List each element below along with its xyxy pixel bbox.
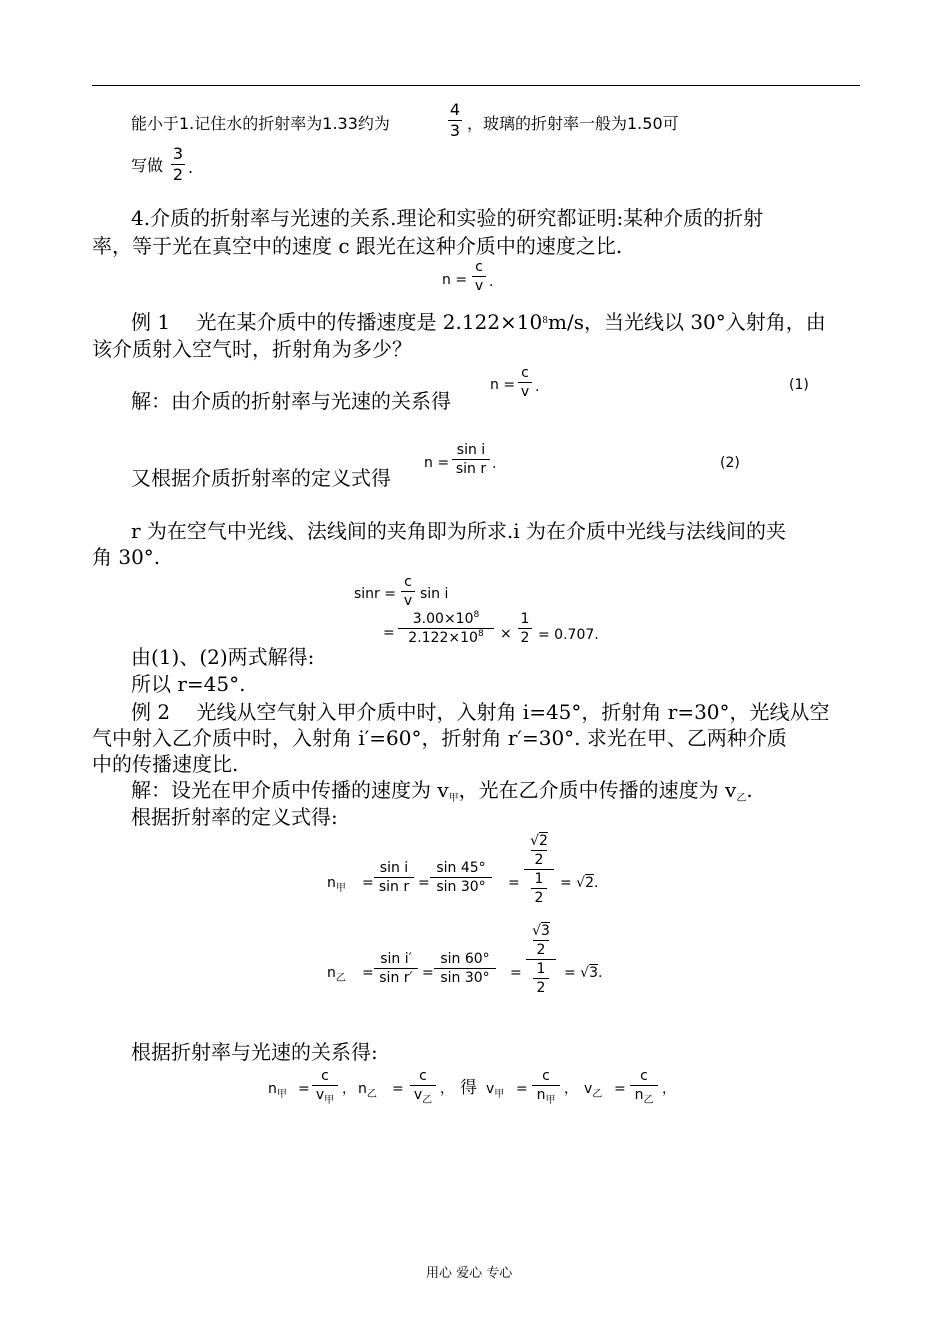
ex1-line2: 该介质射入空气时，折射角为多少？: [92, 337, 412, 361]
so-r: 所以 r=45°.: [131, 672, 246, 696]
frac-num: c: [640, 1068, 648, 1084]
last-eq-v-jia: [486, 1081, 505, 1100]
eq-sign: =: [614, 1081, 626, 1097]
sol-ex2-c: .: [746, 778, 753, 802]
frac-den: 2: [534, 852, 544, 868]
comma: ，: [662, 1081, 676, 1097]
para-r-line1: r 为在空气中光线、法线间的夹角即为所求.i 为在介质中光线与法线间的夹: [131, 519, 787, 543]
ex2-line3: 中的传播速度比.: [92, 752, 239, 776]
frac-den: [312, 1087, 338, 1106]
sub-yi: 乙: [736, 793, 747, 804]
sol1-text: 解：由介质的折射率与光速的关系得: [131, 389, 451, 413]
eq-sign: =: [508, 875, 520, 891]
frac-num: sin i′: [380, 951, 412, 967]
frac-den: sin r: [378, 879, 410, 895]
num-times: ×: [443, 611, 456, 627]
comma: ，: [564, 1081, 578, 1097]
frac-num: 1: [534, 871, 544, 887]
den-a: 2.122: [408, 630, 449, 646]
frac-num: 3: [172, 144, 184, 163]
sub-jia: 甲: [335, 883, 346, 894]
sub-yi: 乙: [592, 1089, 603, 1100]
compound-fraction-jia: [524, 834, 554, 905]
frac-num: c: [475, 259, 483, 275]
n-sym: n: [327, 965, 336, 981]
header-rule: [92, 85, 860, 86]
eq-sign: =: [516, 1081, 528, 1097]
eq-sign: =: [298, 1081, 310, 1097]
frac-den: [630, 1087, 658, 1106]
eq-sign: =: [362, 965, 374, 981]
eq-sign: =: [510, 965, 522, 981]
sinr-eq2: =: [383, 625, 395, 641]
comma: ，: [440, 1081, 454, 1097]
frac-num: 4: [449, 100, 461, 119]
fraction-c-njia: [532, 1068, 560, 1106]
n-sym: n: [536, 1087, 546, 1103]
frac-num: sin i: [379, 860, 409, 876]
ex1-line1-a: 例 1 光在某介质中的传播速度是 2.122×10: [131, 310, 543, 334]
frac-den: [410, 1087, 436, 1106]
frac-den: sin 30°: [436, 879, 486, 895]
n-sym: n: [634, 1087, 644, 1103]
num-exp: 8: [473, 610, 480, 620]
frac-num: c: [321, 1068, 329, 1084]
frac-den: 2: [534, 890, 544, 906]
frac-num: sin i: [456, 442, 486, 458]
frac-num: [398, 612, 494, 626]
sqrt2-over-2: √2: [530, 833, 548, 849]
para-r-line2: 角 30°.: [92, 545, 161, 569]
radicand: 2: [539, 833, 548, 849]
n-jia: [327, 875, 346, 894]
v-sym: v: [315, 1087, 325, 1103]
radicand: 3: [589, 965, 599, 981]
frac-den: [398, 631, 494, 645]
sub-jia: 甲: [494, 1089, 505, 1100]
frac-den: v: [520, 384, 530, 400]
fraction-c-v-2: [401, 575, 415, 608]
page-footer: 用心 爱心 专心: [426, 1266, 513, 1281]
ex1-exp: 8: [542, 316, 548, 326]
compound-fraction-yi: [526, 924, 556, 995]
fraction-sin45-sin30: [430, 861, 492, 894]
fraction-c-nyi: [630, 1068, 658, 1106]
n-sym: n: [268, 1081, 277, 1097]
sub-jia: 甲: [448, 793, 459, 804]
sol2-lhs: n =: [424, 455, 450, 471]
last-eq-n-yi: [358, 1081, 377, 1100]
last-eq-v-yi: [584, 1081, 603, 1100]
eq-sign: =: [418, 875, 430, 891]
frac-den: 2: [536, 980, 546, 996]
fraction-sini-sinr: [452, 443, 490, 476]
sol2-text: 又根据介质折射率的定义式得: [131, 466, 391, 490]
frac-den: sin r′: [379, 970, 413, 986]
fraction-1-2: [518, 612, 532, 645]
result-yi: = √3.: [564, 965, 603, 981]
sub-yi: 乙: [335, 973, 346, 984]
v-sym: v: [413, 1087, 423, 1103]
ex1-line1-b: m/s，当光线以 30°入射角，由: [548, 310, 826, 334]
sub-yi: 乙: [643, 1095, 654, 1106]
frac-den: [532, 1087, 560, 1106]
sqrt3-over-2: √3: [532, 923, 550, 939]
line1-pre: 能小于1.记住水的折射率为1.33约为: [131, 114, 390, 133]
ex1-line1: [131, 312, 826, 332]
sol-ex2-a: 解：设光在甲介质中传播的速度为 v: [131, 778, 449, 802]
fraction-c-vyi: [410, 1068, 436, 1106]
sol1-lhs: n =: [490, 377, 516, 393]
fraction-c-v: [472, 260, 486, 293]
den-ten: 10: [460, 630, 478, 646]
sinr-lhs: sinr =: [354, 586, 396, 602]
line1-post: ，玻璃的折射率一般为1.50可: [467, 114, 679, 133]
num-a: 3.00: [412, 611, 444, 627]
sol-ex2: [131, 778, 753, 804]
sol2-post: .: [492, 456, 497, 472]
eq-sign: =: [362, 875, 374, 891]
by-rel: 根据折射率与光速的关系得:: [131, 1040, 378, 1064]
n-yi: [327, 965, 346, 984]
frac-den: 2: [520, 630, 530, 646]
frac-den: 2: [536, 942, 546, 958]
sinr-result: = 0.707.: [538, 627, 599, 643]
den-times: ×: [448, 630, 461, 646]
result-jia: = √2.: [560, 875, 599, 891]
sol-ex2-b: ，光在乙介质中传播的速度为 v: [458, 778, 737, 802]
eq-tag-1: (1): [789, 377, 809, 393]
fraction-3-2: [171, 146, 185, 183]
eq-sign: =: [564, 965, 576, 981]
comma: ，: [342, 1081, 356, 1097]
frac-num: sin 45°: [436, 860, 486, 876]
frac-num: c: [419, 1068, 427, 1084]
v-sym: v: [584, 1081, 593, 1097]
fraction-sini-sinr-yi: [374, 952, 418, 985]
eq-n-cv-post: .: [489, 274, 494, 290]
frac-den: 3: [449, 121, 461, 140]
fraction-4-3: [448, 102, 462, 139]
frac-num: 1: [536, 961, 546, 977]
frac-den: 2: [172, 165, 184, 184]
sub-jia: 甲: [545, 1095, 556, 1106]
frac-den: v: [403, 593, 413, 609]
last-eq-n-jia: [268, 1081, 287, 1100]
sub-yi: 乙: [422, 1095, 433, 1106]
de-char: 得: [460, 1078, 477, 1098]
den-exp: 8: [477, 629, 484, 639]
fraction-sin60-sin30: [434, 952, 496, 985]
eq-sign: =: [392, 1081, 404, 1097]
radicand: 2: [585, 875, 595, 891]
frac-num: c: [542, 1068, 550, 1084]
line2-post: .: [188, 158, 194, 177]
para4-line1: 4.介质的折射率与光速的关系.理论和实验的研究都证明:某种介质的折射: [131, 206, 764, 230]
fraction-c-vjia: [312, 1068, 338, 1106]
para4-line2: 率，等于光在真空中的速度 c 跟光在这种介质中的速度之比.: [92, 234, 623, 258]
line1-text: [131, 116, 390, 132]
fraction-c-v-1: [518, 366, 532, 399]
frac-den: v: [474, 278, 484, 294]
sinr-times: ×: [500, 626, 512, 642]
frac-den: sin r: [455, 461, 487, 477]
frac-num: c: [404, 574, 412, 590]
fraction-speeds: [398, 612, 494, 645]
frac-den: sin 30°: [440, 970, 490, 986]
line2-pre: 写做: [131, 156, 164, 175]
sol1-post: .: [535, 379, 540, 395]
frac-num: sin 60°: [440, 951, 490, 967]
frac-num: c: [521, 365, 529, 381]
fraction-sini-sinr-jia: [374, 861, 414, 894]
sol-both: 由(1)、(2)两式解得:: [131, 645, 315, 669]
ex2-line2: 气中射入乙介质中时，入射角 i′=60°，折射角 r′=30°. 求光在甲、乙两种介质: [92, 726, 787, 750]
n-sym: n: [327, 875, 336, 891]
num-ten: 10: [455, 611, 474, 627]
by-def: 根据折射率的定义式得:: [131, 805, 338, 829]
eq-tag-2: (2): [720, 455, 740, 471]
frac-num: 1: [520, 611, 530, 627]
eq-sign: =: [422, 965, 434, 981]
v-sym: v: [486, 1081, 495, 1097]
radicand: 3: [541, 923, 550, 939]
eq-n-cv-lhs: n =: [442, 272, 468, 288]
n-sym: n: [358, 1081, 367, 1097]
sub-yi: 乙: [366, 1089, 377, 1100]
ex2-line1: 例 2 光线从空气射入甲介质中时，入射角 i=45°，折射角 r=30°，光线从空: [131, 700, 830, 724]
sub-jia: 甲: [276, 1089, 287, 1100]
sub-jia: 甲: [324, 1095, 335, 1106]
sinr-post: sin i: [420, 586, 449, 602]
eq-sign: =: [560, 875, 572, 891]
